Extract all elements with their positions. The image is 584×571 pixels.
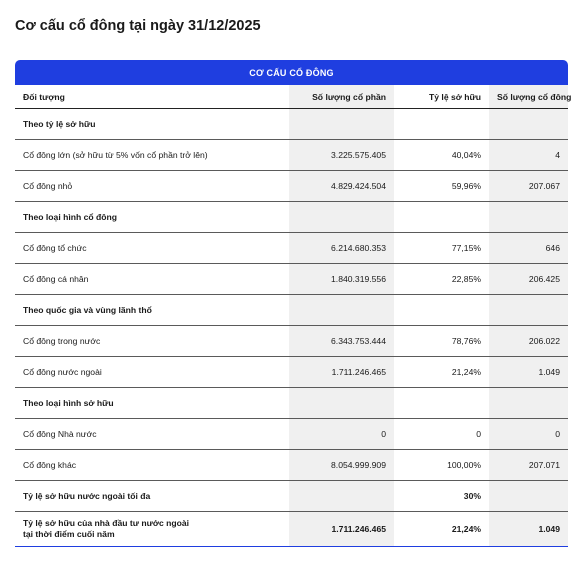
shares-cell: 8.054.999.909 [289,450,394,481]
ratio-cell: 59,96% [394,171,489,202]
holders-cell: 206.022 [489,326,568,357]
ratio-cell: 21,24% [394,357,489,388]
shares-cell: 1.711.246.465 [289,357,394,388]
table-section-row [15,202,568,233]
table-row [15,171,568,202]
row-label-line-2: tại thời điểm cuối năm [23,529,115,539]
row-label: Cổ đông Nhà nước [15,419,289,450]
column-header-shares: Số lượng cổ phần [289,85,394,109]
table-row-max-foreign-ownership [15,481,568,512]
row-label-line-1: Tỷ lệ sở hữu của nhà đầu tư nước ngoài [23,518,190,528]
table-row [15,233,568,264]
table-header-row [15,85,568,109]
table-section-row [15,388,568,419]
table-banner: CƠ CẤU CỔ ĐÔNG [15,60,568,85]
column-header-ratio: Tỷ lệ sở hữu [394,85,489,109]
shares-cell [289,481,394,512]
column-header-holders: Số lượng cổ đông [489,85,568,109]
ratio-cell: 100,00% [394,450,489,481]
section-label: Theo loại hình cổ đông [15,202,289,233]
ratio-cell [394,295,489,326]
row-label: Cổ đông cá nhân [15,264,289,295]
shareholder-structure-table [15,60,572,547]
shares-cell: 6.343.753.444 [289,326,394,357]
ratio-cell: 40,04% [394,140,489,171]
holders-cell: 207.071 [489,450,568,481]
holders-cell: 0 [489,419,568,450]
table-row [15,450,568,481]
ratio-cell: 30% [394,481,489,512]
table-row [15,357,568,388]
section-label: Theo tỷ lệ sở hữu [15,109,289,140]
ratio-cell [394,109,489,140]
holders-cell: 1.049 [489,357,568,388]
holders-cell [489,388,568,419]
table-row [15,419,568,450]
table-section-row [15,295,568,326]
row-label: Cổ đông lớn (sở hữu từ 5% vốn cổ phần trở lên) [15,140,289,171]
ratio-cell: 0 [394,419,489,450]
shares-cell: 6.214.680.353 [289,233,394,264]
row-label: Cổ đông nhỏ [15,171,289,202]
shares-cell: 4.829.424.504 [289,171,394,202]
row-label: Cổ đông tổ chức [15,233,289,264]
shares-cell [289,202,394,233]
ratio-cell: 77,15% [394,233,489,264]
table-row-foreign-ownership-year-end [15,512,568,547]
holders-cell [489,481,568,512]
holders-cell [489,295,568,326]
holders-cell: 646 [489,233,568,264]
shares-cell: 1.711.246.465 [289,512,394,547]
row-label [15,512,289,547]
shares-cell [289,295,394,326]
section-label: Theo loại hình sở hữu [15,388,289,419]
page-title: Cơ cấu cổ đông tại ngày 31/12/2025 [15,18,261,34]
holders-cell [489,109,568,140]
ratio-cell: 22,85% [394,264,489,295]
column-header-subject: Đối tượng [15,85,289,109]
row-label: Cổ đông trong nước [15,326,289,357]
table-row [15,264,568,295]
table-row [15,140,568,171]
holders-cell: 206.425 [489,264,568,295]
holders-cell: 4 [489,140,568,171]
holders-cell: 207.067 [489,171,568,202]
holders-cell [489,202,568,233]
table-row [15,326,568,357]
row-label: Cổ đông nước ngoài [15,357,289,388]
holders-cell: 1.049 [489,512,568,547]
shares-cell: 3.225.575.405 [289,140,394,171]
row-label: Tỷ lệ sở hữu nước ngoài tối đa [15,481,289,512]
shares-cell: 1.840.319.556 [289,264,394,295]
shares-cell [289,388,394,419]
row-label: Cổ đông khác [15,450,289,481]
table-section-row [15,109,568,140]
ratio-cell [394,388,489,419]
ratio-cell: 78,76% [394,326,489,357]
section-label: Theo quốc gia và vùng lãnh thổ [15,295,289,326]
ratio-cell [394,202,489,233]
ratio-cell: 21,24% [394,512,489,547]
shares-cell: 0 [289,419,394,450]
shares-cell [289,109,394,140]
